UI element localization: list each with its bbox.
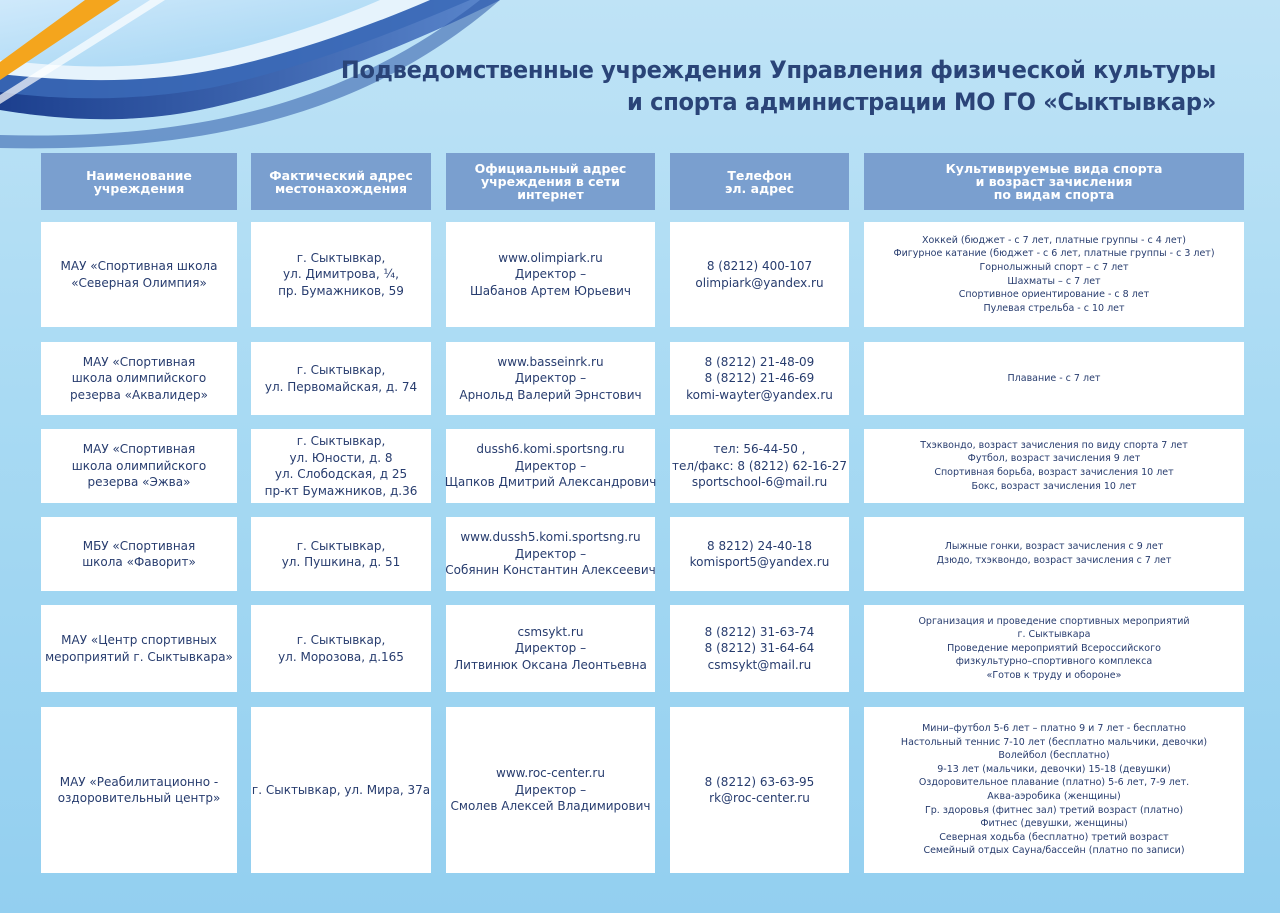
cell-line: www.roc-center.ru (496, 766, 605, 781)
cell-line: Плавание - с 7 лет (1007, 372, 1101, 384)
cell-line: Собянин Константин Алексеевич (445, 563, 656, 578)
column-header-website (446, 153, 655, 210)
cell-line: г. Сыктывкар, (296, 434, 386, 448)
cell-line: оздоровительный центр» (57, 791, 221, 805)
cell-line: г. Сыктывкар, (296, 250, 386, 265)
cell-line: Фитнес (девушки, женщины) (980, 818, 1128, 830)
cell-line: г. Сыктывкара (1017, 629, 1091, 641)
table-cell-website (446, 429, 655, 503)
cell-line: csmsykt.ru (517, 624, 584, 639)
cell-line: Футбол, возраст зачисления 9 лет (967, 453, 1141, 465)
cell-line: 8 (8212) 21-46-69 (704, 371, 815, 386)
table-cell-sports (864, 429, 1244, 503)
cell-line: Волейбол (бесплатно) (998, 750, 1110, 762)
cell-line: «Северная Олимпия» (71, 275, 207, 290)
cell-line: 8 (8212) 31-64-64 (704, 641, 815, 656)
cell-line: 8 8212) 24-40-18 (707, 538, 812, 553)
cell-line: csmsykt@mail.ru (707, 657, 812, 672)
cell-line: резерва «Аквалидер» (70, 387, 208, 402)
cell-line: Оздоровительное плавание (платно) 5-6 лет, 7-9 лет. (918, 777, 1190, 789)
title-line-1: Подведомственные учреждения Управления физической культуры (340, 56, 1216, 84)
column-header-line: Официальный адрес (474, 161, 627, 176)
cell-line: МАУ «Реабилитационно - (59, 774, 219, 789)
table-cell-contacts (670, 707, 849, 873)
column-header-sports (864, 153, 1244, 210)
cell-line: Директор – (514, 782, 587, 797)
cell-line: ул. Юности, д. 8 (289, 450, 393, 465)
column-header-line: учреждения (93, 180, 185, 196)
cell-line: г. Сыктывкар, (296, 363, 386, 377)
cell-line: 8 (8212) 21-48-09 (704, 354, 815, 369)
cell-line: Шабанов Артем Юрьевич (469, 283, 632, 298)
cell-line: физкультурно–спортивного комплекса (955, 656, 1153, 668)
cell-line: komi-wayter@yandex.ru (686, 387, 833, 402)
column-header-line: Культивируемые вида спорта (945, 161, 1163, 176)
cell-line: школа олимпийского (71, 458, 207, 473)
cell-line: ул. Слободская, д 25 (274, 467, 408, 481)
column-header-name (41, 153, 237, 210)
table-cell-contacts (670, 517, 849, 591)
cell-line: 8 (8212) 31-63-74 (704, 624, 815, 639)
column-header-line: эл. адрес (724, 180, 795, 196)
cell-line: Тхэквондо, возраст зачисления по виду спорта 7 лет (920, 439, 1188, 451)
cell-line: ул. Пушкина, д. 51 (281, 555, 401, 569)
cell-line: «Готов к труду и обороне» (986, 669, 1122, 681)
table-cell-website (446, 517, 655, 591)
cell-line: Дзюдо, тхэквондо, возраст зачисления с 7 лет (936, 555, 1172, 566)
cell-line: Хоккей (бюджет - с 7 лет, платные группы - с 4 лет) (922, 234, 1186, 246)
table-cell-name (41, 429, 237, 503)
table-cell-sports (864, 605, 1244, 692)
cell-line: МАУ «Центр спортивных (61, 633, 217, 647)
cell-line: ул. Морозова, д.165 (278, 649, 404, 664)
cell-line: Гр. здоровья (фитнес зал) третий возраст (платно) (924, 804, 1184, 816)
cell-line: Директор – (514, 641, 587, 656)
column-header-line: и возраст зачисления (975, 174, 1133, 189)
cell-line: Директор – (514, 267, 587, 282)
cell-line: МБУ «Спортивная (82, 538, 196, 553)
cell-line: Организация и проведение спортивных мероприятий (918, 615, 1190, 627)
cell-line: Смолев Алексей Владимирович (450, 799, 651, 814)
cell-line: Директор – (514, 458, 587, 473)
table-cell-contacts (670, 605, 849, 692)
cell-line: Бокс, возраст зачисления 10 лет (971, 480, 1137, 492)
column-header-address (251, 153, 431, 210)
cell-line: школа «Фаворит» (82, 555, 196, 569)
table-cell-website (446, 605, 655, 692)
cell-line: www.olimpiark.ru (498, 250, 603, 265)
cell-line: www.dussh5.komi.sportsng.ru (460, 530, 641, 545)
cell-line: www.basseinrk.ru (497, 354, 604, 369)
cell-line: резерва «Эжва» (87, 475, 191, 490)
table-cell-name (41, 517, 237, 591)
cell-line: Директор – (514, 371, 587, 386)
cell-line: Настольный теннис 7-10 лет (бесплатно мальчики, девочки) (900, 736, 1208, 748)
column-header-line: учреждения в сети (480, 174, 621, 189)
table-cell-website (446, 342, 655, 415)
table-cell-address (251, 429, 431, 503)
table-cell-name (41, 222, 237, 327)
column-header-line: по видам спорта (993, 187, 1115, 202)
table-cell-address (251, 517, 431, 591)
cell-line: МАУ «Спортивная (82, 354, 196, 369)
table-cell-address (251, 342, 431, 415)
cell-line: г. Сыктывкар, (296, 538, 386, 553)
table-cell-sports (864, 707, 1244, 873)
cell-line: Арнольд Валерий Эрнстович (459, 387, 642, 402)
table-cell-website (446, 222, 655, 327)
cell-line: Аква-аэробика (женщины) (987, 791, 1121, 802)
table-cell-contacts (670, 429, 849, 503)
cell-line: г. Сыктывкар, ул. Мира, 37а (251, 782, 431, 797)
column-header-line: местонахождения (274, 180, 408, 196)
cell-line: мероприятий г. Сыктывкара» (45, 649, 233, 664)
cell-line: МАУ «Спортивная (82, 442, 196, 457)
column-header-line: Наименование (86, 167, 192, 183)
cell-line: Мини–футбол 5-6 лет – платно 9 и 7 лет - бесплатно (922, 723, 1186, 735)
cell-line: г. Сыктывкар, (296, 633, 386, 647)
table-cell-name (41, 605, 237, 692)
cell-line: Горнолыжный спорт – с 7 лет (979, 261, 1129, 273)
table-cell-address (251, 707, 431, 873)
table-cell-website (446, 707, 655, 873)
cell-line: Шахматы – с 7 лет (1007, 275, 1101, 287)
table-cell-contacts (670, 222, 849, 327)
table-cell-address (251, 222, 431, 327)
cell-line: Проведение мероприятий Всероссийского (947, 642, 1161, 654)
page-title (341, 54, 1216, 118)
cell-line: Литвинюк Оксана Леонтьевна (454, 657, 647, 672)
cell-line: школа олимпийского (71, 371, 207, 386)
cell-line: пр-кт Бумажников, д.36 (264, 483, 418, 498)
cell-line: Щапков Дмитрий Александрович (444, 475, 657, 490)
column-header-line: Телефон (727, 167, 792, 183)
cell-line: ул. Первомайская, д. 74 (264, 379, 418, 394)
cell-line: olimpiark@yandex.ru (695, 275, 824, 290)
table-cell-name (41, 342, 237, 415)
cell-line: тел/факс: 8 (8212) 62-16-27 (671, 458, 848, 473)
cell-line: 8 (8212) 63-63-95 (704, 774, 815, 789)
title-line-2: и спорта администрации МО ГО «Сыктывкар» (627, 88, 1216, 116)
cell-line: 8 (8212) 400-107 (706, 259, 813, 273)
table-cell-sports (864, 222, 1244, 327)
cell-line: ул. Димитрова, ¼, (283, 267, 399, 282)
cell-line: 9-13 лет (мальчики, девочки) 15-18 (девушки) (937, 763, 1171, 775)
cell-line: МАУ «Спортивная школа (60, 259, 218, 273)
cell-line: тел: 56-44-50 , (713, 442, 806, 457)
column-header-line: Фактический адрес (269, 167, 413, 183)
cell-line: sportschool-6@mail.ru (691, 475, 828, 490)
column-header-line: интернет (517, 187, 584, 202)
cell-line: Директор – (514, 546, 587, 561)
cell-line: rk@roc-center.ru (709, 791, 810, 805)
table-cell-sports (864, 342, 1244, 415)
cell-line: dussh6.komi.sportsng.ru (476, 442, 625, 457)
cell-line: пр. Бумажников, 59 (278, 283, 404, 298)
table-cell-name (41, 707, 237, 873)
table-cell-contacts (670, 342, 849, 415)
table-cell-address (251, 605, 431, 692)
cell-line: Спортивное ориентирование - с 8 лет (958, 289, 1150, 301)
cell-line: Спортивная борьба, возраст зачисления 10 лет (934, 467, 1174, 478)
cell-line: Пулевая стрельба - с 10 лет (983, 302, 1125, 314)
cell-line: Лыжные гонки, возраст зачисления с 9 лет (944, 541, 1164, 553)
cell-line: Фигурное катание (бюджет - с 6 лет, платные группы - с 3 лет) (893, 248, 1215, 260)
cell-line: Семейный отдых Сауна/бассейн (платно по записи) (923, 845, 1185, 857)
table-cell-sports (864, 517, 1244, 591)
cell-line: komisport5@yandex.ru (689, 555, 830, 569)
column-header-contacts (670, 153, 849, 210)
cell-line: Северная ходьба (бесплатно) третий возраст (939, 831, 1169, 843)
